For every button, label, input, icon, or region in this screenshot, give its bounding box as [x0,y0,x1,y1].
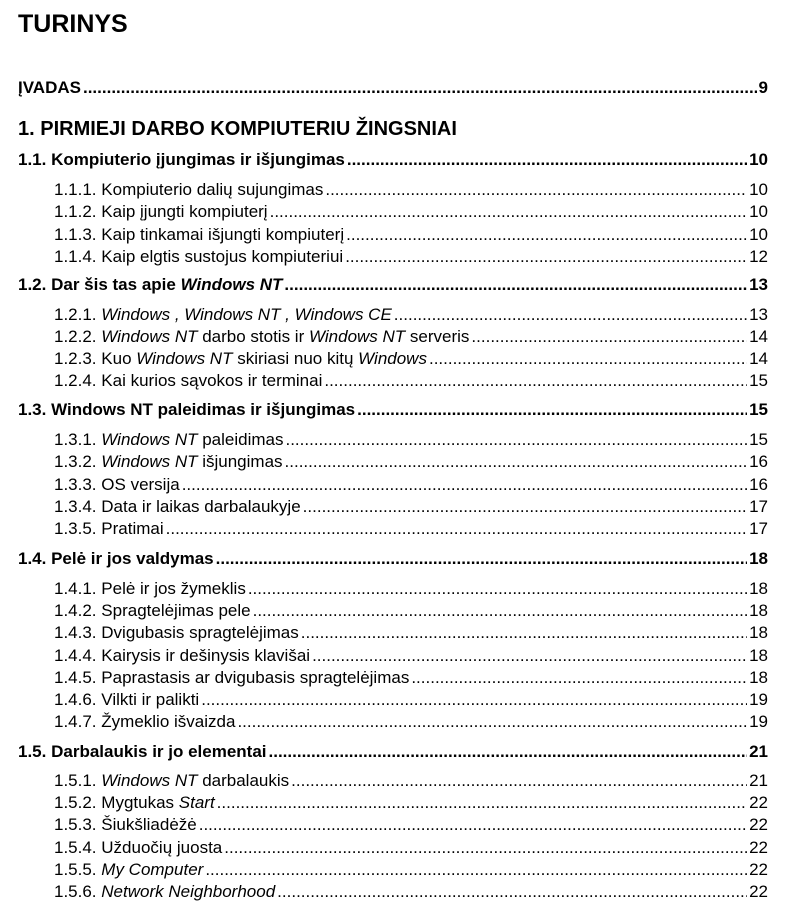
dot-leader [201,690,747,710]
toc-subsection[interactable] [54,497,768,517]
entry-label: 1.1.1. Kompiuterio dalių sujungimas [54,180,324,199]
dot-leader [277,882,747,902]
toc-subsection[interactable] [54,668,768,688]
toc-subsection[interactable] [54,601,768,621]
dot-leader [324,371,747,391]
dot-leader [253,601,747,621]
toc-subsection[interactable] [54,793,768,813]
toc-subsection[interactable] [54,349,768,369]
entry-label: 1.1.3. Kaip tinkamai išjungti kompiuterį [54,225,345,244]
page-number: 22 [749,882,768,901]
entry-label: 1.4. Pelė ir jos valdymas [18,549,214,568]
toc-subsection[interactable] [54,860,768,880]
toc-section[interactable] [18,742,768,762]
toc-subsection[interactable] [54,882,768,902]
page-number: 18 [749,601,768,620]
toc-subsection[interactable] [54,712,768,732]
dot-leader [325,180,747,200]
dot-leader [269,742,748,762]
dot-leader [345,247,747,267]
page-number: 16 [749,475,768,494]
toc-entry-intro[interactable] [18,78,768,98]
dot-leader [312,646,747,666]
dot-leader [199,815,747,835]
entry-label: 1.3.5. Pratimai [54,519,164,538]
toc-subsection[interactable] [54,771,768,791]
page-number: 15 [749,430,768,449]
entry-label: 1.2. Dar šis tas apie Windows NT [18,275,283,294]
page-number: 10 [749,225,768,244]
page-number: 17 [749,497,768,516]
page-number: 15 [749,371,768,390]
entry-label: 1.4.3. Dvigubasis spragtelėjimas [54,623,299,642]
entry-label: 1.2.2. Windows NT darbo stotis ir Windows NT serveris [54,327,470,346]
entry-label: 1.2.4. Kai kurios sąvokos ir terminai [54,371,323,390]
dot-leader [217,793,747,813]
entry-label: 1.5.5. My Computer [54,860,204,879]
dot-leader [411,668,747,688]
entry-label: 1.5.6. Network Neighborhood [54,882,276,901]
toc-subsection[interactable] [54,202,768,222]
page-number: 22 [749,815,768,834]
toc-subsection[interactable] [54,623,768,643]
dot-leader [205,860,747,880]
entry-label: 1.4.6. Vilkti ir palikti [54,690,200,709]
entry-label: 1.4.5. Paprastasis ar dvigubasis spragtelėjimas [54,668,410,687]
toc-subsection[interactable] [54,180,768,200]
page-number: 19 [749,712,768,731]
toc-section[interactable] [18,275,768,295]
page-number: 17 [749,519,768,538]
page-number: 9 [758,78,768,97]
page-number: 10 [749,180,768,199]
entry-label: 1.5.4. Užduočių juosta [54,838,223,857]
toc-subsection[interactable] [54,430,768,450]
entry-label: 1.2.3. Kuo Windows NT skiriasi nuo kitų Windows [54,349,427,368]
toc-section[interactable] [18,400,768,420]
dot-leader [303,497,747,517]
entry-label: 1.3.3. OS versija [54,475,180,494]
entry-label: 1.4.2. Spragtelėjimas pele [54,601,251,620]
toc-subsection[interactable] [54,579,768,599]
entry-label: 1.1.2. Kaip įjungti kompiuterį [54,202,268,221]
toc-subsection[interactable] [54,371,768,391]
toc-subsection[interactable] [54,305,768,325]
toc-subsection[interactable] [54,247,768,267]
page-number: 19 [749,690,768,709]
toc-subsection[interactable] [54,519,768,539]
entry-label: 1.3.1. Windows NT paleidimas [54,430,284,449]
dot-leader [347,150,747,170]
entry-label: 1.1.4. Kaip elgtis sustojus kompiuteriui [54,247,344,266]
dot-leader [237,712,747,732]
dot-leader [216,549,747,569]
toc-subsection[interactable] [54,838,768,858]
page-number: 22 [749,860,768,879]
dot-leader [248,579,747,599]
dot-leader [284,275,747,295]
page-number: 18 [749,579,768,598]
dot-leader [291,771,747,791]
dot-leader [357,400,747,420]
dot-leader [166,519,747,539]
page-number: 18 [749,646,768,665]
toc-subsection[interactable] [54,690,768,710]
toc-title: TURINYS [18,10,128,38]
toc-subsection[interactable] [54,475,768,495]
dot-leader [429,349,747,369]
entry-label: 1.4.1. Pelė ir jos žymeklis [54,579,246,598]
entry-label: 1.2.1. Windows , Windows NT , Windows CE [54,305,392,324]
page-number: 16 [749,452,768,471]
entry-label: ĮVADAS [18,78,81,97]
toc-subsection[interactable] [54,327,768,347]
page-number: 14 [749,349,768,368]
dot-leader [471,327,747,347]
toc-subsection[interactable] [54,225,768,245]
page-number: 13 [749,275,768,294]
toc-subsection[interactable] [54,646,768,666]
entry-label: 1.3.2. Windows NT išjungimas [54,452,283,471]
page-number: 18 [749,549,768,568]
entry-label: 1.3.4. Data ir laikas darbalaukyje [54,497,301,516]
dot-leader [301,623,747,643]
page-number: 10 [749,150,768,169]
toc-subsection[interactable] [54,452,768,472]
page-number: 15 [749,400,768,419]
entry-label: 1.5. Darbalaukis ir jo elementai [18,742,267,761]
dot-leader [394,305,747,325]
entry-label: 1.5.2. Mygtukas Start [54,793,215,812]
entry-label: 1.4.7. Žymeklio išvaizda [54,712,236,731]
toc-section[interactable] [18,150,768,170]
entry-label: 1.5.1. Windows NT darbalaukis [54,771,290,790]
page-number: 21 [749,742,768,761]
entry-label: 1.4.4. Kairysis ir dešinysis klavišai [54,646,311,665]
dot-leader [182,475,747,495]
page-number: 14 [749,327,768,346]
dot-leader [270,202,747,222]
entry-label: 1.5.3. Šiukšliadėžė [54,815,197,834]
entry-label: 1.3. Windows NT paleidimas ir išjungimas [18,400,356,419]
page-number: 22 [749,838,768,857]
page-number: 18 [749,623,768,642]
chapter-heading: 1. PIRMIEJI DARBO KOMPIUTERIU ŽINGSNIAI [18,118,457,140]
dot-leader [346,225,747,245]
dot-leader [285,452,748,472]
page-number: 18 [749,668,768,687]
entry-label: 1.1. Kompiuterio įjungimas ir išjungimas [18,150,345,169]
page-number: 22 [749,793,768,812]
page-number: 13 [749,305,768,324]
dot-leader [224,838,747,858]
page-number: 10 [749,202,768,221]
dot-leader [285,430,747,450]
dot-leader [83,78,757,98]
page-number: 12 [749,247,768,266]
page-number: 21 [749,771,768,790]
toc-subsection[interactable] [54,815,768,835]
toc-section[interactable] [18,549,768,569]
